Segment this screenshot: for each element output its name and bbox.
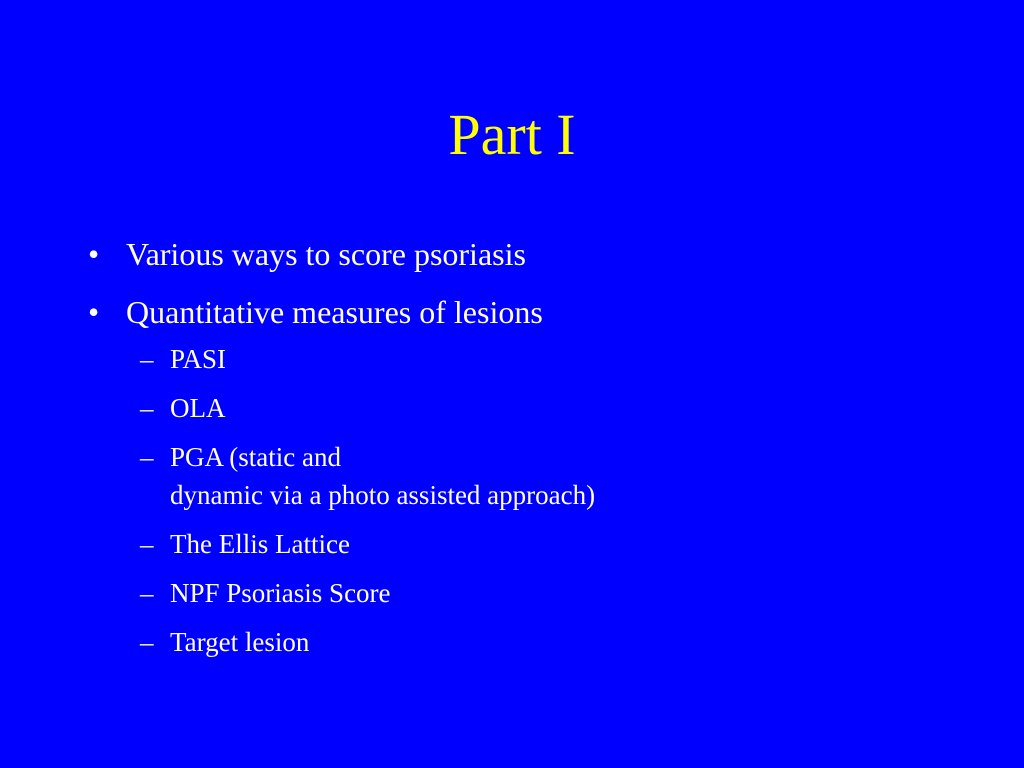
sub-item-text: The Ellis Lattice	[170, 529, 350, 559]
sub-item-text: OLA	[170, 393, 226, 423]
sub-item-text-line-2: dynamic via a photo assisted approach)	[170, 480, 596, 510]
bullet-text: Various ways to score psoriasis	[126, 236, 526, 272]
sub-item-text: PASI	[170, 344, 227, 374]
bullet-marker: •	[88, 236, 100, 272]
sub-bullet-list	[88, 340, 988, 661]
bullet-item-scoring-ways	[88, 232, 988, 276]
slide-content	[88, 232, 988, 672]
bullet-marker: •	[88, 294, 100, 330]
dash-marker: –	[140, 529, 154, 559]
sub-item-pga	[140, 438, 988, 514]
sub-item-pasi	[140, 340, 988, 378]
dash-marker: –	[140, 627, 154, 657]
sub-item-ellis-lattice	[140, 525, 988, 563]
dash-marker: –	[140, 442, 154, 472]
dash-marker: –	[140, 578, 154, 608]
bullet-item-quantitative-measures	[88, 290, 988, 334]
dash-marker: –	[140, 393, 154, 423]
slide-title: Part I	[448, 102, 576, 167]
sub-item-target-lesion	[140, 623, 988, 661]
sub-item-npf-score	[140, 574, 988, 612]
sub-item-ola	[140, 389, 988, 427]
sub-item-text: Target lesion	[170, 627, 310, 657]
sub-item-text: NPF Psoriasis Score	[170, 578, 391, 608]
dash-marker: –	[140, 344, 154, 374]
bullet-text: Quantitative measures of lesions	[126, 294, 543, 330]
sub-item-text-line-1: PGA (static and	[170, 442, 341, 472]
